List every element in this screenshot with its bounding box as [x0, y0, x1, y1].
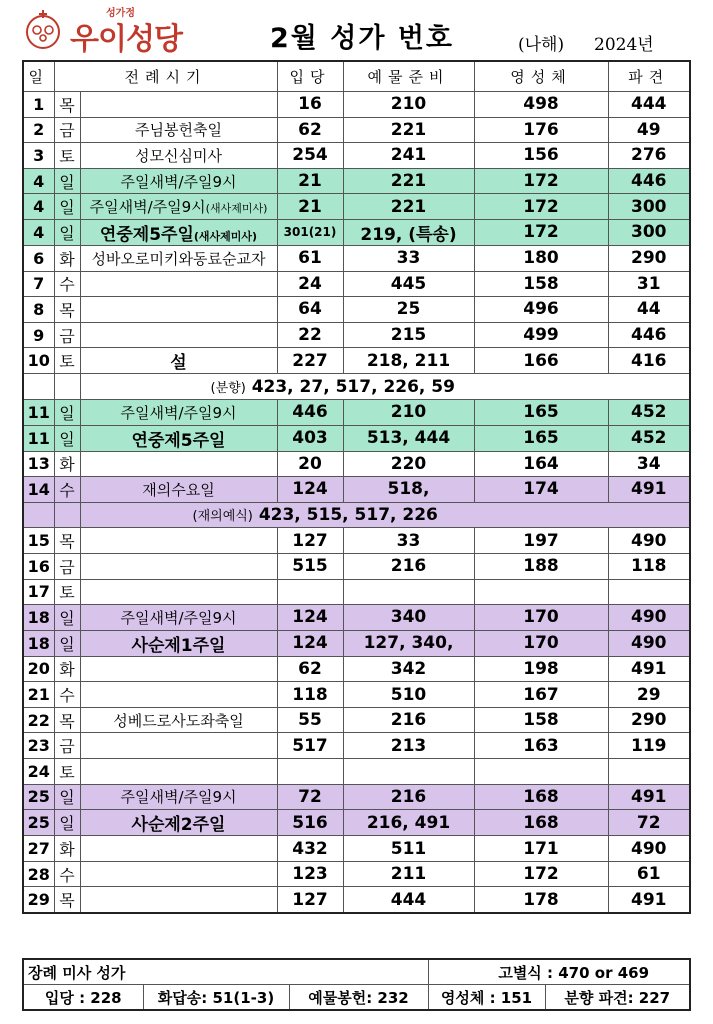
recessional-cell: 491 — [608, 477, 690, 503]
table-row — [23, 297, 690, 323]
offertory-cell: 216 — [343, 784, 474, 810]
liturgy-cell — [80, 605, 277, 631]
liturgy-cell — [80, 861, 277, 887]
liturgy-cell — [80, 836, 277, 862]
entrance-cell: 64 — [277, 297, 343, 323]
recessional-cell — [608, 579, 690, 605]
entrance-cell: 254 — [277, 143, 343, 169]
recessional-cell: 490 — [608, 605, 690, 631]
offertory-cell: 218, 211 — [343, 348, 474, 374]
communion-cell: 168 — [474, 810, 608, 836]
day-cell: 3 — [23, 143, 54, 169]
communion-cell: 498 — [474, 92, 608, 118]
communion-cell: 188 — [474, 553, 608, 579]
entrance-cell: 62 — [277, 117, 343, 143]
communion-cell: 165 — [474, 399, 608, 425]
recessional-cell: 490 — [608, 528, 690, 554]
offertory-cell: 219, (특송) — [343, 219, 474, 245]
liturgy-cell — [80, 784, 277, 810]
liturgy-cell — [80, 92, 277, 118]
day-cell: 14 — [23, 477, 54, 503]
liturgy-cell — [80, 630, 277, 656]
recessional-cell: 276 — [608, 143, 690, 169]
brand-name: 우이성당 — [70, 22, 182, 57]
funeral-incense: 분향 파견: 227 — [545, 985, 690, 1011]
funeral-entrance: 입당 : 228 — [23, 985, 143, 1011]
communion-cell: 163 — [474, 733, 608, 759]
offertory-cell: 216 — [343, 707, 474, 733]
day-cell: 2 — [23, 117, 54, 143]
day-cell: 4 — [23, 168, 54, 194]
liturgy-cell — [80, 399, 277, 425]
funeral-offertory: 예물봉헌: 232 — [289, 985, 428, 1011]
table-row — [23, 579, 690, 605]
col-recessional: 파견 — [608, 61, 690, 92]
table-row — [23, 707, 690, 733]
day-cell: 20 — [23, 656, 54, 682]
weekday-cell: 수 — [54, 271, 80, 297]
day-cell: 11 — [23, 425, 54, 451]
table-row — [23, 810, 690, 836]
note-hymns: 423, 515, 517, 226 — [258, 505, 438, 526]
offertory-cell: 241 — [343, 143, 474, 169]
offertory-cell: 340 — [343, 605, 474, 631]
table-row — [23, 887, 690, 913]
weekday-cell: 일 — [54, 168, 80, 194]
entrance-cell: 301(21) — [277, 219, 343, 245]
day-cell: 11 — [23, 399, 54, 425]
entrance-cell: 123 — [277, 861, 343, 887]
table-row — [23, 682, 690, 708]
recessional-cell: 72 — [608, 810, 690, 836]
liturgy-name: 사순제1주일 — [131, 635, 226, 656]
day-cell: 10 — [23, 348, 54, 374]
liturgy-name: 재의수요일 — [142, 480, 215, 499]
liturgy-cell — [80, 322, 277, 348]
table-row — [23, 143, 690, 169]
communion-cell: 172 — [474, 219, 608, 245]
liturgy-cell — [80, 759, 277, 785]
communion-cell: 170 — [474, 605, 608, 631]
hymn-schedule-table — [22, 60, 691, 914]
day-cell: 28 — [23, 861, 54, 887]
funeral-title: 장례 미사 성가 — [23, 959, 428, 985]
offertory-cell: 210 — [343, 399, 474, 425]
table-row — [23, 861, 690, 887]
weekday-cell: 일 — [54, 810, 80, 836]
table-row — [23, 271, 690, 297]
weekday-cell: 목 — [54, 887, 80, 913]
offertory-cell: 33 — [343, 245, 474, 271]
holy-family-logo-icon — [22, 8, 64, 50]
liturgy-name: 주일새벽/주일9시 — [120, 788, 237, 807]
recessional-cell: 452 — [608, 425, 690, 451]
offertory-cell: 25 — [343, 297, 474, 323]
liturgy-cell — [80, 271, 277, 297]
liturgy-cell — [80, 579, 277, 605]
liturgy-note: (새사제미사) — [205, 202, 268, 216]
entrance-cell: 516 — [277, 810, 343, 836]
note-day-cell — [23, 374, 54, 400]
offertory-cell: 221 — [343, 168, 474, 194]
weekday-cell: 화 — [54, 656, 80, 682]
entrance-cell: 432 — [277, 836, 343, 862]
entrance-cell: 61 — [277, 245, 343, 271]
communion-cell: 158 — [474, 707, 608, 733]
communion-cell — [474, 579, 608, 605]
liturgy-cell — [80, 477, 277, 503]
col-liturgy: 전례시기 — [54, 61, 277, 92]
day-cell: 18 — [23, 605, 54, 631]
table-row — [23, 219, 690, 245]
recessional-cell: 446 — [608, 168, 690, 194]
table-row — [23, 553, 690, 579]
day-cell: 7 — [23, 271, 54, 297]
funeral-response: 화답송: 51(1-3) — [143, 985, 289, 1011]
entrance-cell: 24 — [277, 271, 343, 297]
table-header-row — [23, 61, 690, 92]
offertory-cell: 216, 491 — [343, 810, 474, 836]
entrance-cell: 21 — [277, 168, 343, 194]
weekday-cell: 수 — [54, 682, 80, 708]
offertory-cell: 211 — [343, 861, 474, 887]
offertory-cell: 220 — [343, 451, 474, 477]
recessional-cell: 34 — [608, 451, 690, 477]
offertory-cell: 221 — [343, 117, 474, 143]
communion-cell: 499 — [474, 322, 608, 348]
table-row — [23, 836, 690, 862]
liturgical-year: (나해) — [518, 35, 565, 55]
day-cell: 4 — [23, 219, 54, 245]
liturgy-cell — [80, 425, 277, 451]
note-row — [23, 502, 690, 528]
communion-cell: 158 — [474, 271, 608, 297]
table-row — [23, 528, 690, 554]
entrance-cell: 22 — [277, 322, 343, 348]
day-cell: 13 — [23, 451, 54, 477]
day-cell: 22 — [23, 707, 54, 733]
liturgy-cell — [80, 707, 277, 733]
table-row — [23, 605, 690, 631]
liturgy-name: 주일새벽/주일9시 — [120, 172, 237, 191]
weekday-cell: 화 — [54, 245, 80, 271]
weekday-cell: 목 — [54, 707, 80, 733]
communion-cell: 176 — [474, 117, 608, 143]
note-day-cell — [23, 502, 54, 528]
communion-cell: 166 — [474, 348, 608, 374]
footer-title-row — [23, 959, 690, 985]
recessional-cell: 490 — [608, 630, 690, 656]
recessional-cell: 452 — [608, 399, 690, 425]
weekday-cell: 수 — [54, 477, 80, 503]
offertory-cell: 213 — [343, 733, 474, 759]
day-cell: 27 — [23, 836, 54, 862]
liturgy-name: 연중제5주일 — [99, 224, 194, 245]
communion-cell: 168 — [474, 784, 608, 810]
table-row — [23, 733, 690, 759]
table-row — [23, 656, 690, 682]
weekday-cell: 일 — [54, 399, 80, 425]
note-wd-cell — [54, 374, 80, 400]
entrance-cell — [277, 579, 343, 605]
weekday-cell: 일 — [54, 425, 80, 451]
recessional-cell: 290 — [608, 707, 690, 733]
year: 2024년 — [594, 35, 654, 55]
liturgy-name: 성베드로사도좌축일 — [113, 711, 244, 730]
table-row — [23, 451, 690, 477]
farewell-rite: 고별식 : 470 or 469 — [428, 959, 690, 985]
col-communion: 영성체 — [474, 61, 608, 92]
entrance-cell — [277, 759, 343, 785]
communion-cell: 198 — [474, 656, 608, 682]
day-cell: 9 — [23, 322, 54, 348]
weekday-cell: 금 — [54, 733, 80, 759]
communion-cell: 164 — [474, 451, 608, 477]
table-row — [23, 245, 690, 271]
entrance-cell: 403 — [277, 425, 343, 451]
entrance-cell: 16 — [277, 92, 343, 118]
weekday-cell: 금 — [54, 322, 80, 348]
liturgy-cell — [80, 297, 277, 323]
communion-cell: 172 — [474, 194, 608, 220]
day-cell: 24 — [23, 759, 54, 785]
recessional-cell: 31 — [608, 271, 690, 297]
recessional-cell: 29 — [608, 682, 690, 708]
offertory-cell — [343, 759, 474, 785]
offertory-cell: 445 — [343, 271, 474, 297]
day-cell: 16 — [23, 553, 54, 579]
recessional-cell: 119 — [608, 733, 690, 759]
entrance-cell: 62 — [277, 656, 343, 682]
liturgy-cell — [80, 451, 277, 477]
table-row — [23, 784, 690, 810]
entrance-cell: 515 — [277, 553, 343, 579]
liturgy-name: 성바오로미키와동료순교자 — [91, 249, 266, 268]
day-cell: 25 — [23, 810, 54, 836]
liturgy-cell — [80, 528, 277, 554]
offertory-cell: 127, 340, — [343, 630, 474, 656]
communion-cell: 156 — [474, 143, 608, 169]
day-cell: 23 — [23, 733, 54, 759]
entrance-cell: 517 — [277, 733, 343, 759]
offertory-cell — [343, 579, 474, 605]
entrance-cell: 124 — [277, 477, 343, 503]
offertory-cell: 221 — [343, 194, 474, 220]
communion-cell: 172 — [474, 861, 608, 887]
weekday-cell: 화 — [54, 451, 80, 477]
day-cell: 25 — [23, 784, 54, 810]
recessional-cell: 444 — [608, 92, 690, 118]
page-header — [0, 0, 713, 58]
communion-cell: 171 — [474, 836, 608, 862]
entrance-cell: 227 — [277, 348, 343, 374]
liturgy-cell — [80, 810, 277, 836]
entrance-cell: 127 — [277, 887, 343, 913]
recessional-cell: 300 — [608, 219, 690, 245]
communion-cell: 167 — [474, 682, 608, 708]
offertory-cell: 33 — [343, 528, 474, 554]
day-cell: 1 — [23, 92, 54, 118]
table-row — [23, 399, 690, 425]
weekday-cell: 금 — [54, 553, 80, 579]
day-cell: 4 — [23, 194, 54, 220]
table-row — [23, 117, 690, 143]
page-title: 2월 성가 번호 — [270, 23, 454, 54]
liturgy-cell — [80, 553, 277, 579]
note-cell — [80, 502, 690, 528]
communion-cell: 180 — [474, 245, 608, 271]
liturgy-cell — [80, 168, 277, 194]
day-cell: 8 — [23, 297, 54, 323]
table-row — [23, 168, 690, 194]
recessional-cell: 300 — [608, 194, 690, 220]
liturgy-cell — [80, 656, 277, 682]
weekday-cell: 수 — [54, 861, 80, 887]
liturgy-name: 주님봉헌축일 — [135, 121, 222, 140]
table-row — [23, 92, 690, 118]
funeral-communion: 영성체 : 151 — [428, 985, 545, 1011]
liturgy-cell — [80, 887, 277, 913]
recessional-cell: 61 — [608, 861, 690, 887]
footer-values-row — [23, 985, 690, 1011]
liturgy-cell — [80, 143, 277, 169]
recessional-cell: 416 — [608, 348, 690, 374]
table-row — [23, 425, 690, 451]
table-row — [23, 348, 690, 374]
communion-cell: 165 — [474, 425, 608, 451]
offertory-cell: 342 — [343, 656, 474, 682]
weekday-cell: 일 — [54, 194, 80, 220]
recessional-cell: 44 — [608, 297, 690, 323]
communion-cell: 178 — [474, 887, 608, 913]
offertory-cell: 444 — [343, 887, 474, 913]
table-row — [23, 477, 690, 503]
liturgy-cell — [80, 117, 277, 143]
offertory-cell: 510 — [343, 682, 474, 708]
weekday-cell: 목 — [54, 92, 80, 118]
communion-cell: 496 — [474, 297, 608, 323]
liturgy-name: 주일새벽/주일9시 — [120, 608, 237, 627]
day-cell: 18 — [23, 630, 54, 656]
day-cell: 29 — [23, 887, 54, 913]
liturgy-name: 사순제2주일 — [131, 815, 226, 836]
day-cell: 6 — [23, 245, 54, 271]
liturgy-cell — [80, 245, 277, 271]
weekday-cell: 일 — [54, 605, 80, 631]
weekday-cell: 화 — [54, 836, 80, 862]
recessional-cell: 490 — [608, 836, 690, 862]
liturgy-cell — [80, 194, 277, 220]
recessional-cell: 491 — [608, 784, 690, 810]
offertory-cell: 518, — [343, 477, 474, 503]
day-cell: 15 — [23, 528, 54, 554]
weekday-cell: 목 — [54, 297, 80, 323]
weekday-cell: 토 — [54, 143, 80, 169]
communion-cell — [474, 759, 608, 785]
communion-cell: 172 — [474, 168, 608, 194]
brand-subtitle: 성가정 — [106, 8, 135, 19]
liturgy-name: 설 — [170, 353, 187, 374]
liturgy-name: 연중제5주일 — [131, 430, 226, 451]
communion-cell: 174 — [474, 477, 608, 503]
note-label: (재의예식) — [192, 509, 253, 525]
entrance-cell: 21 — [277, 194, 343, 220]
weekday-cell: 일 — [54, 630, 80, 656]
day-cell: 17 — [23, 579, 54, 605]
entrance-cell: 124 — [277, 630, 343, 656]
weekday-cell: 일 — [54, 784, 80, 810]
note-hymns: 423, 27, 517, 226, 59 — [251, 376, 455, 397]
weekday-cell: 토 — [54, 759, 80, 785]
funeral-mass-hymns — [22, 958, 691, 1011]
entrance-cell: 127 — [277, 528, 343, 554]
note-cell — [80, 374, 690, 400]
liturgy-cell — [80, 733, 277, 759]
note-row — [23, 374, 690, 400]
entrance-cell: 55 — [277, 707, 343, 733]
communion-cell: 170 — [474, 630, 608, 656]
liturgy-note: (새사제미사) — [193, 229, 258, 243]
col-entrance: 입당 — [277, 61, 343, 92]
recessional-cell: 49 — [608, 117, 690, 143]
liturgy-cell — [80, 219, 277, 245]
offertory-cell: 216 — [343, 553, 474, 579]
note-wd-cell — [54, 502, 80, 528]
table-row — [23, 759, 690, 785]
entrance-cell: 72 — [277, 784, 343, 810]
recessional-cell: 491 — [608, 656, 690, 682]
entrance-cell: 446 — [277, 399, 343, 425]
recessional-cell: 290 — [608, 245, 690, 271]
table-row — [23, 194, 690, 220]
weekday-cell: 목 — [54, 528, 80, 554]
liturgy-name: 주일새벽/주일9시 — [89, 198, 206, 217]
offertory-cell: 215 — [343, 322, 474, 348]
note-label: (분향) — [210, 380, 246, 396]
offertory-cell: 210 — [343, 92, 474, 118]
liturgy-name: 주일새벽/주일9시 — [120, 403, 237, 422]
weekday-cell: 토 — [54, 579, 80, 605]
recessional-cell: 491 — [608, 887, 690, 913]
weekday-cell: 일 — [54, 219, 80, 245]
weekday-cell: 토 — [54, 348, 80, 374]
liturgy-cell — [80, 682, 277, 708]
recessional-cell — [608, 759, 690, 785]
col-offertory: 예물준비 — [343, 61, 474, 92]
table-row — [23, 322, 690, 348]
recessional-cell: 118 — [608, 553, 690, 579]
offertory-cell: 511 — [343, 836, 474, 862]
entrance-cell: 20 — [277, 451, 343, 477]
liturgy-name: 성모신심미사 — [135, 146, 222, 165]
communion-cell: 197 — [474, 528, 608, 554]
col-day: 일 — [23, 61, 54, 92]
liturgy-cell — [80, 348, 277, 374]
entrance-cell: 118 — [277, 682, 343, 708]
table-row — [23, 630, 690, 656]
recessional-cell: 446 — [608, 322, 690, 348]
day-cell: 21 — [23, 682, 54, 708]
offertory-cell: 513, 444 — [343, 425, 474, 451]
weekday-cell: 금 — [54, 117, 80, 143]
entrance-cell: 124 — [277, 605, 343, 631]
